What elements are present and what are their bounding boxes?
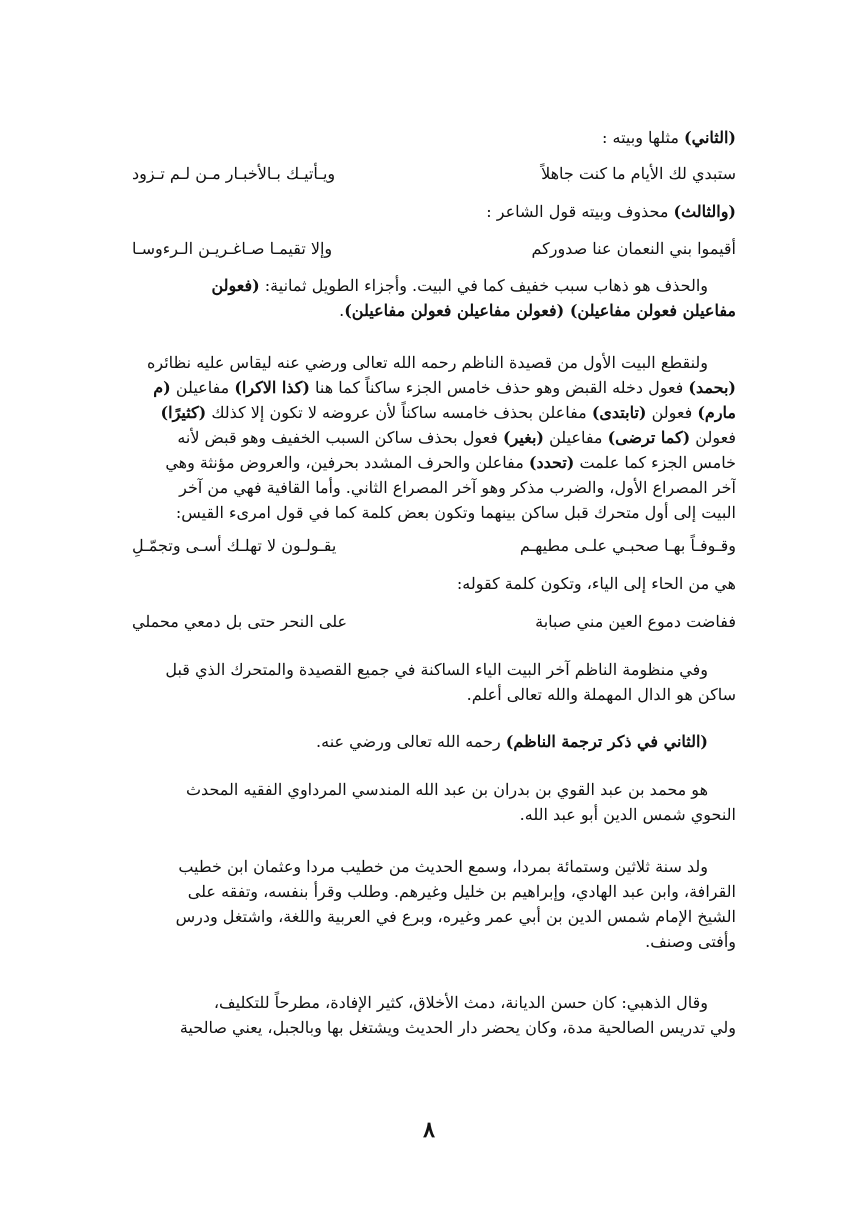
paragraph-3-line-1 [128, 657, 736, 682]
paragraph-2-line-6 [128, 475, 736, 500]
paragraph-2-line-4-text-b: مفاعيلن [544, 428, 608, 447]
paragraph-1-end: . [339, 301, 345, 320]
label-third: (والثالث) [673, 202, 736, 221]
paragraph-2-bold-7: (كما ترضى) [607, 428, 691, 447]
label-second: (الثاني) [684, 128, 736, 147]
paragraph-6-line-1-text: وقال الذهبي: كان حسن الديانة، دمث الأخلاق، كثير الإفادة، مطرحاً للتكليف، [213, 993, 708, 1012]
paragraph-2-bold-2: (كذا الاكرا) [234, 378, 310, 397]
paragraph-4-line-1-text: هو محمد بن عبد القوي بن بدران بن عبد الله المندسي المرداوي الفقيه المحدث [185, 780, 708, 799]
rhyme-note-line [128, 571, 736, 596]
paragraph-1-bold-b: مفاعيلن فعولن مفاعيلن) (فعولن مفاعيلن فعولن مفاعيلن) [344, 301, 736, 320]
paragraph-6-line-1 [128, 990, 736, 1015]
verse-2 [128, 236, 736, 264]
paragraph-2-bold-1: (بحمد) [688, 378, 736, 397]
paragraph-2-bold-5: (تابتدى) [591, 403, 647, 422]
paragraph-2-line-2-text-b: مفاعيلن [170, 378, 235, 397]
paragraph-5-line-4 [128, 929, 736, 954]
page-number: ٨ [423, 1117, 435, 1143]
intro-line-second [128, 125, 736, 150]
paragraph-2-bold-6: (كثيرًا) [160, 403, 207, 422]
paragraph-3-line-1-text: وفي منظومة الناظم آخر البيت الياء الساكنة في جميع القصيدة والمتحرك الذي قبل [165, 660, 708, 679]
section-heading [128, 729, 736, 754]
paragraph-4-line-1 [128, 777, 736, 802]
paragraph-4-line-2 [128, 802, 736, 827]
paragraph-1-bold-a: (فعولن [211, 276, 260, 295]
paragraph-2-line-7 [128, 500, 736, 525]
paragraph-2-line-2-text-a: فعول دخله القبض وهو حذف خامس الجزء ساكناً كما هنا [309, 378, 689, 397]
verse-1-first-hemistich: ستبدي لك الأيام ما كنت جاهلاً [541, 164, 736, 183]
intro-line-third-text: محذوف وبيته قول الشاعر : [486, 202, 674, 221]
intro-line-third [128, 199, 736, 224]
paragraph-2-line-5-text-a: خامس الجزء كما علمت [574, 453, 736, 472]
paragraph-2-line-7-text: البيت إلى أول متحرك قبل ساكن بينهما وتكون بعض كلمة كما في قول امرىء القيس: [175, 503, 736, 522]
paragraph-6-line-2-text: ولي تدريس الصالحية مدة، وكان يحضر دار الحديث ويشتغل بها وبالجبل، يعني صالحية [179, 1018, 736, 1037]
paragraph-2-line-1-text: ولنقطع البيت الأول من قصيدة الناظم رحمه الله تعالى ورضي عنه ليقاس عليه نظائره [147, 353, 708, 372]
paragraph-5-line-3-text: الشيخ الإمام شمس الدين بن أبي عمر وغيره، وبرع في العربية واللغة، واشتغل ودرس [175, 907, 736, 926]
paragraph-5-line-3 [128, 904, 736, 929]
rhyme-note-text: هي من الحاء إلى الياء، وتكون كلمة كقوله: [456, 574, 736, 593]
paragraph-5-line-1-text: ولد سنة ثلاثين وستمائة بمردا، وسمع الحديث من خطيب مردا وعثمان ابن خطيب [178, 857, 708, 876]
paragraph-2-bold-9: (تحدد) [528, 453, 575, 472]
paragraph-5-line-1 [128, 854, 736, 879]
paragraph-3-line-2-text: ساكن هو الدال المهملة والله تعالى أعلم. [466, 685, 736, 704]
paragraph-2-bold-3: (م [153, 378, 171, 397]
paragraph-2-line-5 [128, 450, 736, 475]
verse-1-second-hemistich: ويـأتيـك بـالأخبـار مـن لـم تـزود [132, 164, 336, 183]
paragraph-4-line-2-text: النحوي شمس الدين أبو عبد الله. [519, 805, 736, 824]
paragraph-2-line-4-text-a: فعولن [690, 428, 736, 447]
verse-2-first-hemistich: أقيموا بني النعمان عنا صدوركم [531, 239, 736, 258]
paragraph-3-line-2 [128, 682, 736, 707]
verse-4-first-hemistich: ففاضت دموع العين مني صبابة [535, 612, 736, 631]
verse-2-second-hemistich: وإلا تقيمـا صـاغـريـن الـرءوسـا [132, 239, 333, 258]
paragraph-1-line-2 [128, 298, 736, 323]
paragraph-5-line-4-text: وأفتى وصنف. [645, 932, 736, 951]
intro-line-second-text: مثلها وبيته : [602, 128, 685, 147]
paragraph-2-line-3 [128, 400, 736, 425]
paragraph-1-text: والحذف هو ذهاب سبب خفيف كما في البيت. وأجزاء الطويل ثمانية: [259, 276, 708, 295]
verse-4-second-hemistich: على النحر حتى بل دمعي محملي [132, 612, 348, 631]
paragraph-2-bold-4: مارم) [697, 403, 736, 422]
paragraph-5-line-2 [128, 879, 736, 904]
paragraph-2-line-5-text-b: مفاعلن والحرف المشدد بحرفين، والعروض مؤنثة وهي [165, 453, 529, 472]
section-heading-bold: (الثاني في ذكر ترجمة الناظم) [505, 732, 708, 751]
verse-3 [128, 533, 736, 561]
paragraph-2-line-1 [128, 350, 736, 375]
paragraph-2-line-4-text-c: فعول بحذف ساكن السبب الخفيف وهو قبض لأنه [177, 428, 504, 447]
paragraph-5-line-2-text: القرافة، وابن عبد الهادي، وإبراهيم بن خليل وغيرهم. وطلب وقرأ بنفسه، وتفقه على [187, 882, 736, 901]
paragraph-2-line-6-text: آخر المصراع الأول، والضرب مذكر وهو آخر المصراع الثاني. وأما القافية فهي من آخر [179, 478, 736, 497]
paragraph-2-bold-8: (بغير) [503, 428, 544, 447]
paragraph-1-line-1 [128, 273, 736, 298]
verse-4 [128, 609, 736, 637]
section-heading-text: رحمه الله تعالى ورضي عنه. [316, 732, 506, 751]
paragraph-6-line-2 [128, 1015, 736, 1040]
verse-1 [128, 161, 736, 189]
paragraph-2-line-3-text-b: مفاعلن بحذف خامسه ساكناً لأن عروضه لا تكون إلا كذلك [206, 403, 592, 422]
paragraph-2-line-4 [128, 425, 736, 450]
paragraph-2-line-2 [128, 375, 736, 400]
paragraph-2-line-3-text-a: فعولن [646, 403, 698, 422]
verse-3-second-hemistich: يقـولـون لا تهلـك أسـى وتجمّـلِ [132, 536, 337, 555]
verse-3-first-hemistich: وقـوفـاً بهـا صحبـي علـى مطيهـم [519, 536, 736, 555]
